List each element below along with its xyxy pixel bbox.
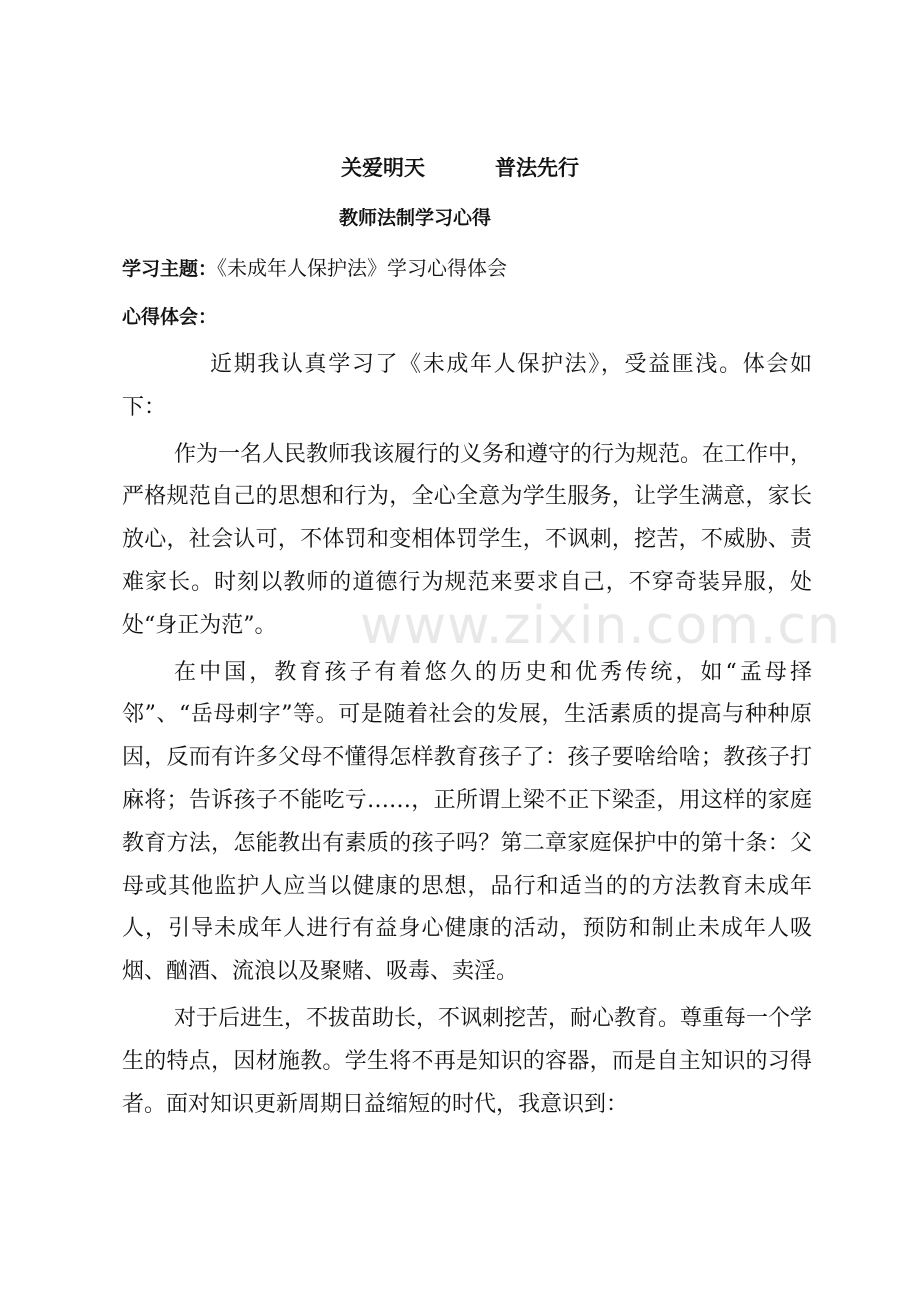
topic-text: 《未成年人保护法》学习心得体会 [217, 256, 508, 280]
document-subtitle: 教师法制学习心得 [338, 207, 491, 229]
section-heading: 心得体会： [122, 306, 218, 328]
watermark: www.zixin.com.cn [360, 596, 841, 656]
document-body [122, 344, 812, 1130]
topic-label: 学习主题： [122, 258, 218, 280]
paragraph: 在中国，教育孩子有着悠久的历史和优秀传统，如“孟母择邻”、“岳母刺字”等。可是随着社会的发展，生活素质的提高与种种原因，反而有许多父母不懂得怎样教育孩子了：孩子要啥给啥；教孩子打麻将；告诉孩子不能吃亏……，正所谓上梁不正下梁歪，用这样的家庭教育方法，怎能教出有素质的孩子吗？第二章家庭保护中的第十条：父母或其他监护人应当以健康的思想，品行和适当的的方法教育未成年人，引导未成年人进行有益身心健康的活动，预防和制止未成年人吸烟、酗酒、流浪以及聚赌、吸毒、卖淫。 [122, 659, 812, 985]
document-title [0, 152, 920, 182]
title-left: 关爱明天 [341, 156, 425, 180]
study-topic [122, 252, 507, 281]
paragraph: 对于后进生，不拔苗助长，不讽刺挖苦，耐心教育。尊重每一个学生的特点，因材施教。学生将不再是知识的容器，而是自主知识的习得者。面对知识更新周期日益缩短的时代，我意识到： [122, 1005, 813, 1117]
title-right: 普法先行 [495, 156, 579, 180]
paragraph: 近期我认真学习了《未成年人保护法》，受益匪浅。体会如下： [122, 352, 812, 420]
paragraph: 作为一名人民教师我该履行的义务和遵守的行为规范。在工作中，严格规范自己的思想和行为，全心全意为学生服务，让学生满意，家长放心，社会认可，不体罚和变相体罚学生，不讽刺，挖苦，不威胁、责难家长。时刻以教师的道德行为规范来要求自己，不穿奇装异服，处处“身正为范”。 [122, 441, 813, 638]
